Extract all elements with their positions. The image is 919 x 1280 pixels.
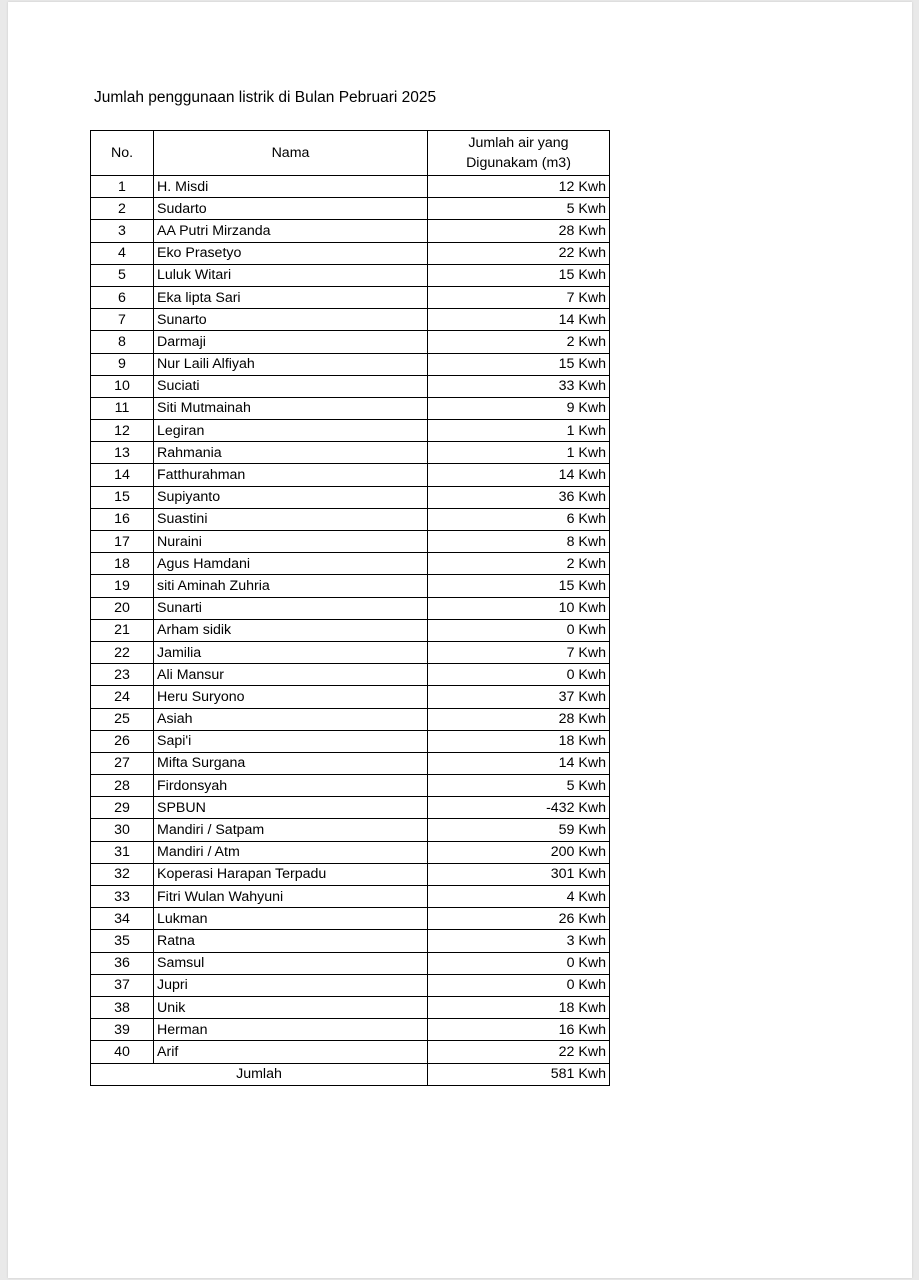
row-name: Lukman: [154, 908, 428, 930]
table-row: [91, 486, 610, 508]
row-value: 10 Kwh: [428, 597, 610, 619]
table-row: [91, 930, 610, 952]
table-row: [91, 1041, 610, 1063]
table-row: [91, 553, 610, 575]
table-row: [91, 908, 610, 930]
row-value: 22 Kwh: [428, 1041, 610, 1063]
row-name: Agus Hamdani: [154, 553, 428, 575]
row-number: 23: [91, 664, 154, 686]
table-row: [91, 952, 610, 974]
table-row: [91, 220, 610, 242]
row-value: 18 Kwh: [428, 730, 610, 752]
row-number: 10: [91, 375, 154, 397]
row-name: Jamilia: [154, 641, 428, 663]
row-number: 30: [91, 819, 154, 841]
row-number: 8: [91, 331, 154, 353]
row-number: 38: [91, 996, 154, 1018]
row-value: 2 Kwh: [428, 331, 610, 353]
row-number: 24: [91, 686, 154, 708]
row-number: 22: [91, 641, 154, 663]
row-number: 19: [91, 575, 154, 597]
row-name: Samsul: [154, 952, 428, 974]
row-name: Eko Prasetyo: [154, 242, 428, 264]
table-row: [91, 442, 610, 464]
row-value: 14 Kwh: [428, 464, 610, 486]
row-name: Unik: [154, 996, 428, 1018]
row-name: Darmaji: [154, 331, 428, 353]
table-row: [91, 797, 610, 819]
table-row: [91, 242, 610, 264]
table-row: [91, 286, 610, 308]
table-row: [91, 353, 610, 375]
row-name: Heru Suryono: [154, 686, 428, 708]
table-row: [91, 464, 610, 486]
row-number: 25: [91, 708, 154, 730]
table-row: [91, 198, 610, 220]
row-value: 301 Kwh: [428, 863, 610, 885]
row-number: 13: [91, 442, 154, 464]
row-number: 1: [91, 176, 154, 198]
row-name: H. Misdi: [154, 176, 428, 198]
row-name: Sunarto: [154, 309, 428, 331]
row-number: 21: [91, 619, 154, 641]
row-value: 15 Kwh: [428, 264, 610, 286]
table-row: [91, 752, 610, 774]
row-number: 15: [91, 486, 154, 508]
table-row: [91, 508, 610, 530]
row-value: 7 Kwh: [428, 286, 610, 308]
table-row: [91, 996, 610, 1018]
row-name: Herman: [154, 1019, 428, 1041]
row-number: 14: [91, 464, 154, 486]
row-value: 4 Kwh: [428, 886, 610, 908]
header-value: [428, 131, 610, 176]
row-number: 37: [91, 974, 154, 996]
document-page: [8, 2, 912, 1278]
table-row: [91, 597, 610, 619]
row-number: 33: [91, 886, 154, 908]
row-number: 12: [91, 420, 154, 442]
table-row: [91, 974, 610, 996]
row-value: 5 Kwh: [428, 775, 610, 797]
row-name: Arham sidik: [154, 619, 428, 641]
row-value: 1 Kwh: [428, 420, 610, 442]
row-number: 20: [91, 597, 154, 619]
row-name: Fitri Wulan Wahyuni: [154, 886, 428, 908]
row-value: 0 Kwh: [428, 619, 610, 641]
table-body: [91, 176, 610, 1064]
table-row: [91, 708, 610, 730]
row-name: Nur Laili Alfiyah: [154, 353, 428, 375]
row-value: 28 Kwh: [428, 220, 610, 242]
row-name: Rahmania: [154, 442, 428, 464]
row-number: 16: [91, 508, 154, 530]
row-number: 6: [91, 286, 154, 308]
row-value: 8 Kwh: [428, 531, 610, 553]
row-number: 17: [91, 531, 154, 553]
row-name: Sudarto: [154, 198, 428, 220]
row-value: 200 Kwh: [428, 841, 610, 863]
row-name: Firdonsyah: [154, 775, 428, 797]
row-name: Luluk Witari: [154, 264, 428, 286]
header-value-line2: Digunakam (m3): [466, 155, 571, 171]
table-row: [91, 331, 610, 353]
row-value: 36 Kwh: [428, 486, 610, 508]
row-value: 59 Kwh: [428, 819, 610, 841]
row-name: Mifta Surgana: [154, 752, 428, 774]
row-number: 29: [91, 797, 154, 819]
row-value: 3 Kwh: [428, 930, 610, 952]
row-name: SPBUN: [154, 797, 428, 819]
row-value: 18 Kwh: [428, 996, 610, 1018]
table-row: [91, 819, 610, 841]
row-value: 15 Kwh: [428, 353, 610, 375]
row-value: 26 Kwh: [428, 908, 610, 930]
row-name: Koperasi Harapan Terpadu: [154, 863, 428, 885]
table-row: [91, 176, 610, 198]
table-row: [91, 397, 610, 419]
row-value: 14 Kwh: [428, 752, 610, 774]
table-row: [91, 730, 610, 752]
row-value: 7 Kwh: [428, 641, 610, 663]
table-row: [91, 575, 610, 597]
row-name: Ali Mansur: [154, 664, 428, 686]
table-row: [91, 775, 610, 797]
table-row: [91, 886, 610, 908]
row-name: Suciati: [154, 375, 428, 397]
row-value: 12 Kwh: [428, 176, 610, 198]
row-number: 35: [91, 930, 154, 952]
row-value: 5 Kwh: [428, 198, 610, 220]
row-value: 0 Kwh: [428, 952, 610, 974]
row-name: Arif: [154, 1041, 428, 1063]
total-value: 581 Kwh: [428, 1063, 610, 1085]
document-title: Jumlah penggunaan listrik di Bulan Pebruari 2025: [94, 89, 437, 106]
row-number: 27: [91, 752, 154, 774]
header-value-line1: Jumlah air yang: [468, 135, 569, 151]
row-name: Nuraini: [154, 531, 428, 553]
row-name: Fatthurahman: [154, 464, 428, 486]
table-row: [91, 531, 610, 553]
row-name: Siti Mutmainah: [154, 397, 428, 419]
table-row: [91, 641, 610, 663]
row-name: Sapi'i: [154, 730, 428, 752]
header-no: No.: [91, 131, 154, 176]
row-name: Eka lipta Sari: [154, 286, 428, 308]
table-row: [91, 264, 610, 286]
table-row: [91, 1019, 610, 1041]
row-number: 11: [91, 397, 154, 419]
row-number: 7: [91, 309, 154, 331]
row-number: 5: [91, 264, 154, 286]
row-name: Supiyanto: [154, 486, 428, 508]
row-value: 15 Kwh: [428, 575, 610, 597]
row-name: siti Aminah Zuhria: [154, 575, 428, 597]
row-number: 18: [91, 553, 154, 575]
row-number: 28: [91, 775, 154, 797]
row-value: 0 Kwh: [428, 974, 610, 996]
row-number: 2: [91, 198, 154, 220]
total-row: [91, 1063, 610, 1085]
row-number: 26: [91, 730, 154, 752]
row-value: 9 Kwh: [428, 397, 610, 419]
table-row: [91, 375, 610, 397]
table-row: [91, 420, 610, 442]
row-value: 33 Kwh: [428, 375, 610, 397]
row-value: 0 Kwh: [428, 664, 610, 686]
row-name: Legiran: [154, 420, 428, 442]
row-number: 9: [91, 353, 154, 375]
row-number: 31: [91, 841, 154, 863]
row-value: 1 Kwh: [428, 442, 610, 464]
row-name: Ratna: [154, 930, 428, 952]
row-name: Suastini: [154, 508, 428, 530]
row-name: Asiah: [154, 708, 428, 730]
row-name: Sunarti: [154, 597, 428, 619]
row-number: 3: [91, 220, 154, 242]
table-row: [91, 863, 610, 885]
header-name: Nama: [154, 131, 428, 176]
row-value: 22 Kwh: [428, 242, 610, 264]
table-row: [91, 309, 610, 331]
row-name: Mandiri / Atm: [154, 841, 428, 863]
total-label: Jumlah: [91, 1063, 428, 1085]
row-number: 39: [91, 1019, 154, 1041]
row-name: Jupri: [154, 974, 428, 996]
row-value: 16 Kwh: [428, 1019, 610, 1041]
table-row: [91, 664, 610, 686]
row-number: 36: [91, 952, 154, 974]
row-number: 32: [91, 863, 154, 885]
row-value: 14 Kwh: [428, 309, 610, 331]
row-number: 4: [91, 242, 154, 264]
table-row: [91, 619, 610, 641]
row-name: AA Putri Mirzanda: [154, 220, 428, 242]
row-value: 6 Kwh: [428, 508, 610, 530]
table-row: [91, 686, 610, 708]
table-row: [91, 841, 610, 863]
row-value: 37 Kwh: [428, 686, 610, 708]
row-number: 34: [91, 908, 154, 930]
row-number: 40: [91, 1041, 154, 1063]
row-name: Mandiri / Satpam: [154, 819, 428, 841]
table-header-row: [91, 131, 610, 176]
row-value: -432 Kwh: [428, 797, 610, 819]
row-value: 28 Kwh: [428, 708, 610, 730]
row-value: 2 Kwh: [428, 553, 610, 575]
electricity-usage-table: [90, 130, 610, 1086]
